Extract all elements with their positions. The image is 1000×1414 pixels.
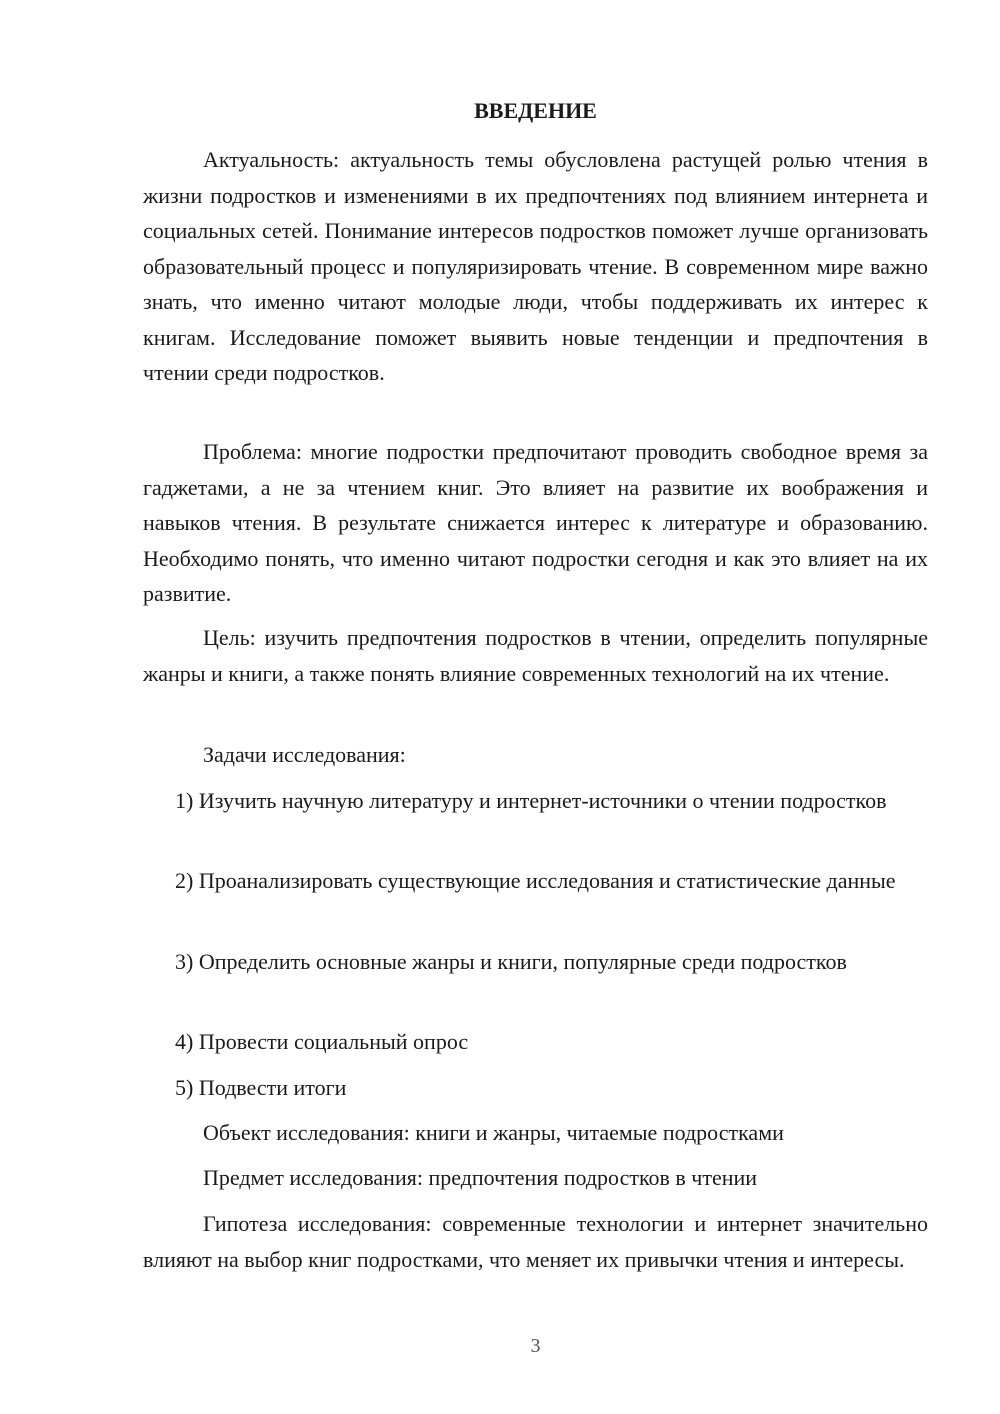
relevance-paragraph: Актуальность: актуальность темы обусловлена растущей ролью чтения в жизни подростков и изменениями в их предпочтениях под влиянием интернета и социальных сетей. Понимание интересов подростков поможет лучше организовать образовательный процесс и популяризировать чтение. В современном мире важно знать, что именно читают молодые люди, чтобы поддерживать их интерес к книгам. Исследование поможет выявить новые тенденции и предпочтения в чтении среди подростков. xyxy=(143,147,928,385)
task-item-1: 1) Изучить научную литературу и интернет-источники о чтении подростков xyxy=(175,788,887,813)
task-item-2: 2) Проанализировать существующие исследования и статистические данные xyxy=(175,868,896,893)
task-item-4: 4) Провести социальный опрос xyxy=(175,1029,469,1054)
page-title: ВВЕДЕНИЕ xyxy=(474,98,597,123)
task-item-5: 5) Подвести итоги xyxy=(175,1075,347,1100)
goal-paragraph: Цель: изучить предпочтения подростков в чтении, определить популярные жанры и книги, а также понять влияние современных технологий на их чтение. xyxy=(143,625,928,686)
object-paragraph: Объект исследования: книги и жанры, читаемые подростками xyxy=(203,1120,784,1145)
document-page xyxy=(143,0,928,1414)
page-number: 3 xyxy=(530,1335,541,1357)
task-item-3: 3) Определить основные жанры и книги, популярные среди подростков xyxy=(175,949,847,974)
problem-paragraph: Проблема: многие подростки предпочитают проводить свободное время за гаджетами, а не за чтением книг. Это влияет на развитие их воображения и навыков чтения. В результате снижается интерес к литературе и образованию. Необходимо понять, что именно читают подростки сегодня и как это влияет на их развитие. xyxy=(143,439,928,606)
tasks-heading: Задачи исследования: xyxy=(203,742,406,767)
subject-paragraph: Предмет исследования: предпочтения подростков в чтении xyxy=(203,1165,758,1190)
hypothesis-paragraph: Гипотеза исследования: современные технологии и интернет значительно влияют на выбор книг подростками, что меняет их привычки чтения и интересы. xyxy=(143,1211,928,1272)
